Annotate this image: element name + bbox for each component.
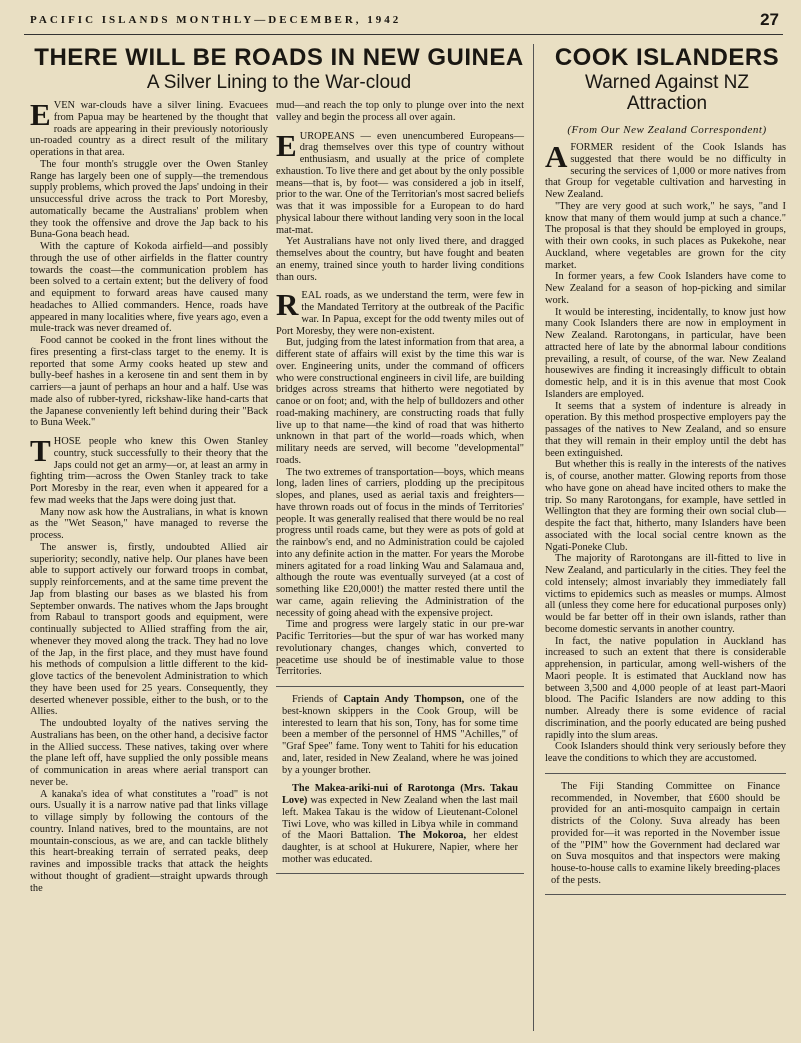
byline: (From Our New Zealand Correspondent) bbox=[567, 124, 767, 136]
paragraph-text: "They are very good at such work," he says, "and I know that many of them would jump at such a chance." The proposal is that they should be employed in groups, with their own cooks, in such places as Pukekohe, near Auckland, where vegetables are grown for the city market. bbox=[545, 200, 786, 271]
note-name-makea: The Makea-ariki-nui of Rarotonga (Mrs. Takau Love) bbox=[282, 783, 518, 806]
notes-box-left bbox=[276, 686, 524, 874]
column-divider bbox=[533, 44, 534, 1031]
paragraph bbox=[276, 100, 524, 124]
drop-cap: R bbox=[276, 287, 299, 323]
paragraph-text: The answer is, firstly, undoubted Allied air superiority; secondly, native help. Our planes have been able to support actively our forward troops in combat, supply reinforcements, and at the same time prevent the Jap from blasting our bases as we blasted his from September onwards. The natives whom the Japs brought from Rabaul to transport goods and equipment, were continually subjected to Allied straffing from the air, whenever they moved along the track. They had no love of the Jap, in the first place, and they must have found his methods of compulsion a little different to the kid-glove tactics of the benevolent Administration to which they have been used for 25 years. Consequently, they deserted whenever possible, either to the bush, or to the Allies. bbox=[30, 541, 268, 718]
paragraph bbox=[545, 553, 786, 635]
paragraph-text: Many now ask how the Australians, in what is known as the "Wet Season," have managed to reverse the process. bbox=[30, 506, 268, 541]
paragraph-text: The two extremes of transportation—boys, which means long, laden lines of carriers, plodding up the precipitous slopes, and planes, used as aerial taxis and freighters—have thrown roads out of focus in the minds of Territories' people. It was generally realised that there would be no real progress until roads came, but they were as pots of gold at the rainbow's end, and no Administration could be cajoled into any definite action in the matter. For years the Morobe miners agitated for a road linking Wau and Salamaua and, although the route was eventually surveyed (at a cost of something like £20,000!) the matter rested there until the war came, again relieving the Administration of the necessity of going ahead with the expensive project. bbox=[276, 466, 524, 619]
paragraph bbox=[30, 335, 268, 429]
paragraph bbox=[545, 307, 786, 401]
left-column-2 bbox=[276, 100, 524, 882]
paragraph-text: mud—and reach the top only to plunge over into the next valley and begin the process all over again. bbox=[276, 100, 524, 123]
drop-cap: A bbox=[545, 139, 568, 174]
paragraph bbox=[545, 459, 786, 553]
paragraph bbox=[545, 636, 786, 742]
paragraph bbox=[30, 789, 268, 895]
drop-cap: E bbox=[276, 127, 297, 163]
paragraph-text: UROPEANS — even unencumbered Europeans—drag themselves over this type of country without enthusiasm, and usually at the price of complete exhaustion. To live there and get about by the only possible means—that is, by foot— was considered a job in itself, prior to the war. One of the Territorian's most sacred beliefs was that it was impossible for a European to do hard physical labour there without landing very soon in the local mat-mat. bbox=[276, 130, 524, 236]
paragraph bbox=[276, 467, 524, 620]
paragraph-text: But, judging from the latest information from that area, a different state of affairs will exist by the time this war is over. Engineering units, under the command of officers who were constructional engineers in civil life, are building bridges across streams that hitherto were negotiated by canoe or on foot; and, with the help of bulldozers and other road-making machinery, are constructing roads that fully live up to that name—the kind of road that was hitherto unknown in that part of the world—roads which, when military needs are served, will become "developmental" roads. bbox=[276, 337, 524, 466]
left-subhead: A Silver Lining to the War-cloud bbox=[146, 72, 412, 93]
paragraph-text: The undoubted loyalty of the natives serving the Australians has been, on the other hand, a decisive factor in the Allied success. These natives, taking over where the plane left off, have supplied the only possible means of communication in areas where aerial transport can never be. bbox=[30, 718, 268, 788]
paragraph bbox=[30, 433, 268, 507]
right-subhead: Warned Against NZ Attraction bbox=[584, 72, 750, 114]
drop-cap: T bbox=[30, 433, 51, 468]
paragraph-text: HOSE people who knew this Owen Stanley country, stuck successfully to their theory that the Japs could not get an army—or, at least an army in fighting trim—across the Owen Stanley track to take Port Moresby in the rear, even when it appeared for a few mad weeks that the Japs were doing just that. bbox=[30, 436, 268, 506]
paragraph-text: VEN war-clouds have a silver lining. Evacuees from Papua may be heartened by the thought that roads are appearing in their previously notoriously un-roaded country as a direct result of the military operations in that area. bbox=[30, 100, 268, 158]
page-number: 27 bbox=[760, 10, 779, 29]
left-column-1 bbox=[30, 97, 268, 894]
right-headline: COOK ISLANDERS bbox=[554, 44, 780, 71]
right-column bbox=[545, 139, 786, 903]
notes-box-right bbox=[545, 773, 786, 895]
paragraph bbox=[30, 97, 268, 159]
paragraph bbox=[30, 159, 268, 241]
paragraph-text: It seems that a system of indenture is already in operation. By this method prospective employers pay the passages of the natives to New Zealand, and so ensure that they will remain in their employ until the debt has been extinguished. bbox=[545, 400, 786, 459]
paragraph-text: Time and progress were largely static in our pre-war Pacific Territories—but the spur of war has worked many revolutionary changes, changes which, converted to peacetime use should be of inestimable value to those Territories. bbox=[276, 619, 524, 678]
drop-cap: E bbox=[30, 97, 51, 132]
paragraph bbox=[545, 201, 786, 272]
paragraph bbox=[276, 236, 524, 283]
paragraph-text: Yet Australians have not only lived there, and dragged themselves about the country, but have fought and beaten an enemy, trained since youth to harder living conditions than ours. bbox=[276, 236, 524, 283]
paragraph bbox=[276, 287, 524, 337]
paragraph-text: Cook Islanders should think very seriously before they leave the conditions to which they are accustomed. bbox=[545, 741, 786, 764]
top-rule bbox=[24, 34, 783, 35]
paragraph-text: EAL roads, as we understand the term, were few in the Mandated Territory at the outbreak of the Pacific war. In Papua, except for the odd twenty miles out of Port Moresby, they were non-existent. bbox=[276, 290, 524, 337]
paragraph bbox=[30, 542, 268, 718]
paragraph bbox=[545, 401, 786, 460]
paragraph bbox=[545, 139, 786, 201]
left-headline: THERE WILL BE ROADS IN NEW GUINEA bbox=[34, 44, 524, 71]
paragraph-text: FORMER resident of the Cook Islands has suggested that there would be no difficulty in securing the services of 1,000 or more natives from that Group for vegetable cultivation and harvesting in New Zealand. bbox=[545, 142, 786, 200]
paragraph bbox=[545, 271, 786, 306]
running-title: PACIFIC ISLANDS MONTHLY—DECEMBER, 1942 bbox=[30, 14, 402, 26]
paragraph bbox=[545, 741, 786, 765]
note-makea: The Makea-ariki-nui of Rarotonga (Mrs. Takau Love) was expected in New Zealand when the last mail left. Makea Takau is the widow of Lieutenant-Colonel Tiwi Love, who was killed in Libya while in command of the Maori Battalion. The Mokoroa, her eldest daughter, is at school at Hukurere, Napier, where her mother was educated. bbox=[282, 783, 518, 865]
paragraph-text: With the capture of Kokoda airfield—and possibly through the use of other airfields in the flatter country towards the coast—the communication problem has been solved to a certain extent; but the delivery of food and equipment to forward areas have caused many headaches to Allied commanders. Hence, roads have appeared in many localities where, five years ago, even a mule-track was never dreamed of. bbox=[30, 241, 268, 335]
paragraph bbox=[30, 241, 268, 335]
paragraph bbox=[276, 619, 524, 678]
paragraph bbox=[30, 718, 268, 789]
paragraph-text: The majority of Rarotongans are ill-fitted to live in New Zealand, and particularly in the cities. They feel the cold intensely; almost invariably they immediately fall victims to epidemics such as measles or mumps. Almost all (unless they come here for educational purposes only) would be far better off in their own islands, rather than become domestic servants in another country. bbox=[545, 553, 786, 635]
paragraph bbox=[276, 337, 524, 466]
paragraph-text: A kanaka's idea of what constitutes a "road" is not ours. Usually it is a narrow native pad that links village to village simply by following the contours of the country. Inland natives, bred to the mountains, are not mountain-conscious, as we are, and can tackle blithely this heart-breaking terrain of serrated peaks, deep ravines and impossible tracks that attack the heights without thought of gradient—straight upwards through the bbox=[30, 788, 268, 894]
paragraph-text: But whether this is really in the interests of the natives is, of course, another matter. Glowing reports from those who have gone on ahead have incited others to make the trip. So many Rarotongans, for example, have settled in Wellington that they are forming their own social club—despite the fact that, hitherto, many Islanders have been associated with the local social centre known as the Ngati-Poneke Club. bbox=[545, 459, 786, 553]
note-name-thompson: Captain Andy Thompson, bbox=[343, 694, 465, 705]
note-fiji: The Fiji Standing Committee on Finance recommended, in November, that £600 should be provided for an anti-mosquito campaign in certain districts of the Colony. Suva already has been provided for—it was reported in the November issue of the "PIM" how the Government had declared war on Suva mosquitos and that inspectors were making house-to-house calls to examine likely breeding-places of the pests. bbox=[551, 780, 780, 886]
paragraph-text: Food cannot be cooked in the front lines without the fires presenting a first-class target to the enemy. It is reported that some Army cooks heated up stew and bully-beef hashes in a kerosene tin and sent them in by carriers—a jaunt of perhaps an hour and a half. Use was made also of rubber-tyred, rickshaw-like hand-carts that the Japanese conveniently left behind during their "Back to Buna Week." bbox=[30, 335, 268, 429]
paragraph-text: The four month's struggle over the Owen Stanley Range has largely been one of supply—the tremendous supply problems, which proved the Japs' undoing in their unsuccessful drive across the track to Port Moresby, automatically became the Australians' problem when they took the offensive and drove the Jap back to his Buna-Gona beach head. bbox=[30, 158, 268, 241]
note-thompson: Friends of Captain Andy Thompson, one of the best-known skippers in the Cook Group, will be interested to learn that his son, Tony, has for some time been a member of the personnel of HMS "Achilles," of "Graf Spee" fame. Tony went to Tahiti for his education and, later, resided in New Zealand, where he was joined by a younger brother. bbox=[282, 694, 518, 776]
paragraph bbox=[30, 507, 268, 542]
paragraph-text: It would be interesting, incidentally, to know just how many Cook Islanders there are now in employment in New Zealand. Rarotongans, in particular, have been attracted here of late by the abnormal labour conditions prevailing, a result, of course, of the war. New Zealand housewives are finding it increasingly difficult to obtain domestic help, and it is in this avenue that most Cook Islanders are employed. bbox=[545, 306, 786, 400]
paragraph bbox=[276, 127, 524, 237]
paragraph-text: In former years, a few Cook Islanders have come to New Zealand for a season of hop-picking and similar work. bbox=[545, 271, 786, 306]
note-name-mokoroa: The Mokoroa, bbox=[398, 830, 467, 842]
paragraph-text: In fact, the native population in Auckland has increased to such an extent that there is considerable apprehension, in particular, among well-wishers of the Maori people. It is estimated that Auckland now has between 3,500 and 4,000 people of at least part-Maori blood. The Pacific Islanders are now adding to this number. Already there is some evidence of racial discrimination, and the poorly educated are being pushed rapidly into the slum areas. bbox=[545, 635, 786, 741]
